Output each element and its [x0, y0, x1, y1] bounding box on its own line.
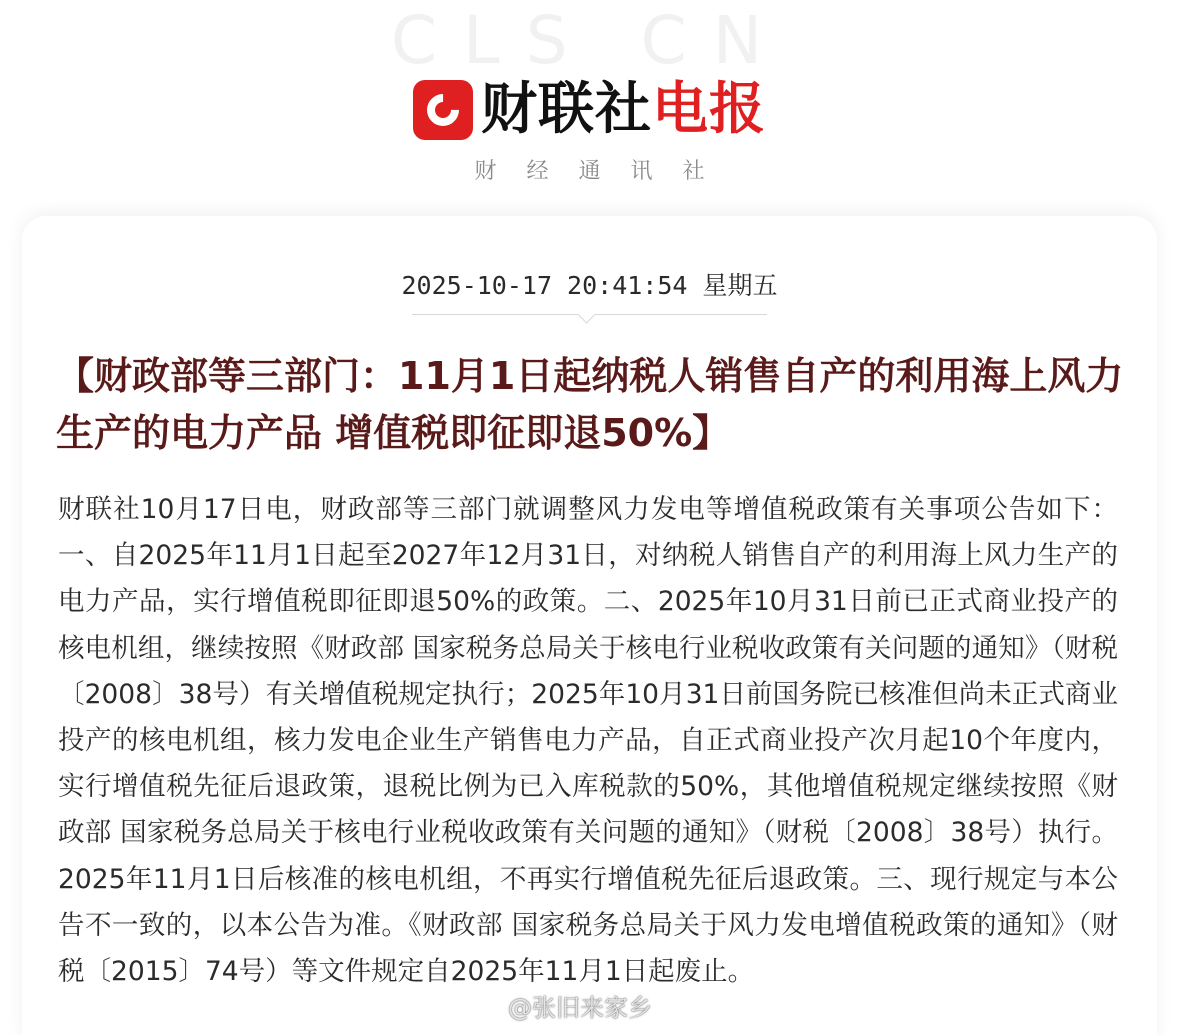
brand-highlight: 电报	[652, 77, 766, 142]
cls-logo-icon	[413, 80, 473, 140]
weibo-watermark: @张旧来家乡	[508, 994, 652, 1022]
article-body: 财联社10月17日电，财政部等三部门就调整风力发电等增值税政策有关事项公告如下：一、自2025年11月1日起至2027年12月31日，对纳税人销售自产的利用海上风力生产的电力产品，实行增值税即征即退50%的政策。二、2025年10月31日前已正式商业投产的核电机组，继续按照《财政部 国家税务总局关于核电行业税收政策有关问题的通知》（财税〔2008〕38号）有关增值税规定执行；2025年10月31日前国务院已核准但尚未正式商业投产的核电机组，核力发电企业生产销售电力产品，自正式商业投产次月起10个年度内，实行增值税先征后退政策，退税比例为已入库税款的50%，其他增值税规定继续按照《财政部 国家税务总局关于核电行业税收政策有关问题的通知》（财税〔2008〕38号）执行。2025年11月1日后核准的核电机组，不再实行增值税先征后退政策。三、现行规定与本公告不一致的，以本公告为准。《财政部 国家税务总局关于风力发电增值税政策的通知》（财税〔2015〕74号）等文件规定自2025年11月1日起废止。	[58, 494, 1118, 988]
publish-datetime: 2025-10-17 20:41:54 星期五	[401, 271, 778, 300]
brand-logo	[0, 78, 1179, 142]
background-watermark: CLS CN	[390, 2, 789, 79]
brand-tagline: 财经通讯社	[474, 159, 735, 184]
brand-name: 财联社	[481, 77, 652, 142]
article-headline: 【财政部等三部门：11月1日起纳税人销售自产的利用海上风力生产的电力产品 增值税即征即退50%】	[56, 354, 1124, 455]
